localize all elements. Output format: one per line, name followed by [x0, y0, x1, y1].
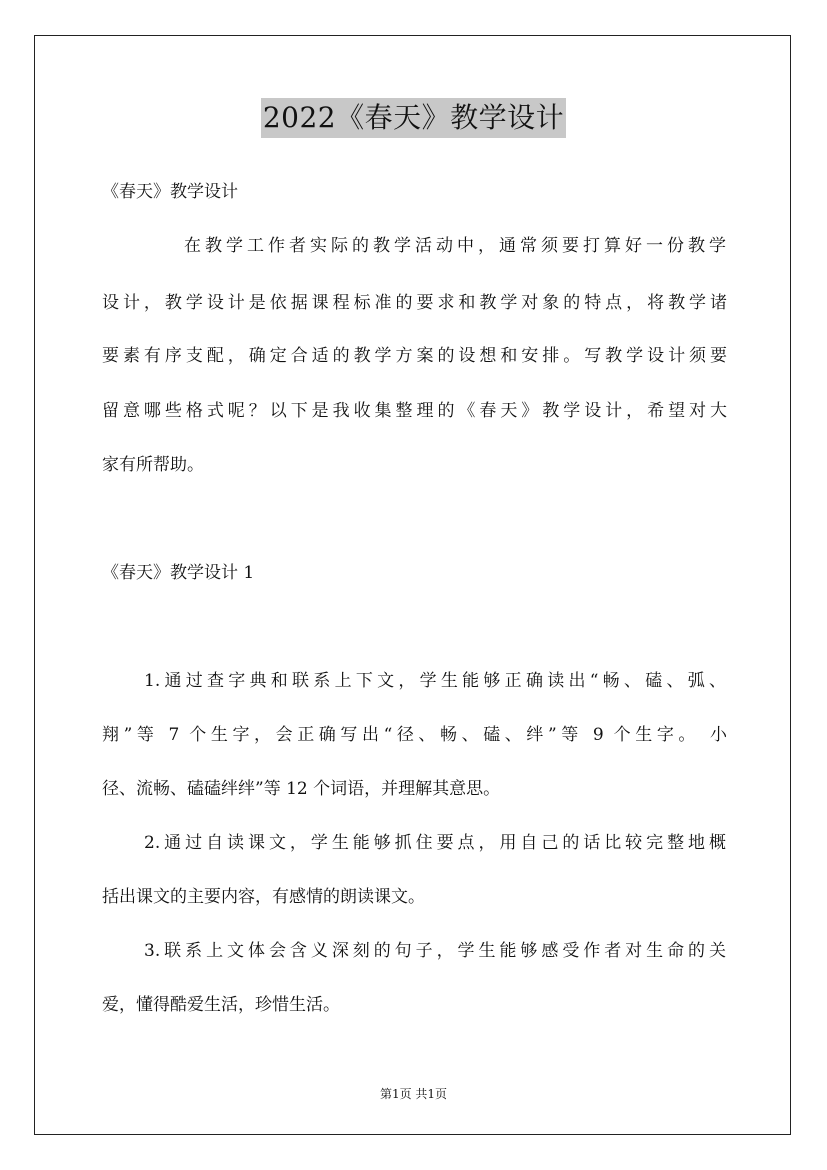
intro-line-2: 设计，教学设计是依据课程标准的要求和教学对象的特点，将教学诸 [102, 293, 727, 313]
objective-line-2: 翔”等 7 个生字，会正确写出“径、畅、磕、绊”等 9 个生字。 小 [102, 725, 727, 745]
subtitle: 《春天》教学设计 [102, 182, 238, 202]
intro-line-3: 要素有序支配，确定合适的教学方案的设想和安排。写教学设计须要 [102, 346, 727, 366]
intro-line-5: 家有所帮助。 [102, 455, 204, 475]
title-container [0, 98, 827, 138]
objective-line-7: 爱，懂得酷爱生活，珍惜生活。 [102, 995, 340, 1015]
objective-line-1: 1.通过查字典和联系上下文，学生能够正确读出“畅、磕、弧、 [144, 671, 726, 691]
intro-line-4: 留意哪些格式呢？以下是我收集整理的《春天》教学设计，希望对大 [102, 401, 727, 421]
document-title: 2022《春天》教学设计 [261, 98, 566, 138]
objective-line-3: 径、流畅、磕磕绊绊”等 12 个词语，并理解其意思。 [102, 779, 501, 799]
objective-line-4: 2.通过自读课文，学生能够抓住要点，用自己的话比较完整地概 [144, 833, 726, 853]
intro-line-1: 在教学工作者实际的教学活动中，通常须要打算好一份教学 [184, 236, 726, 256]
objective-line-6: 3.联系上文体会含义深刻的句子，学生能够感受作者对生命的关 [144, 941, 726, 961]
page-footer: 第1页 共1页 [379, 1087, 448, 1101]
objective-line-5: 括出课文的主要内容，有感情的朗读课文。 [102, 887, 425, 907]
section-heading: 《春天》教学设计 1 [102, 563, 255, 583]
